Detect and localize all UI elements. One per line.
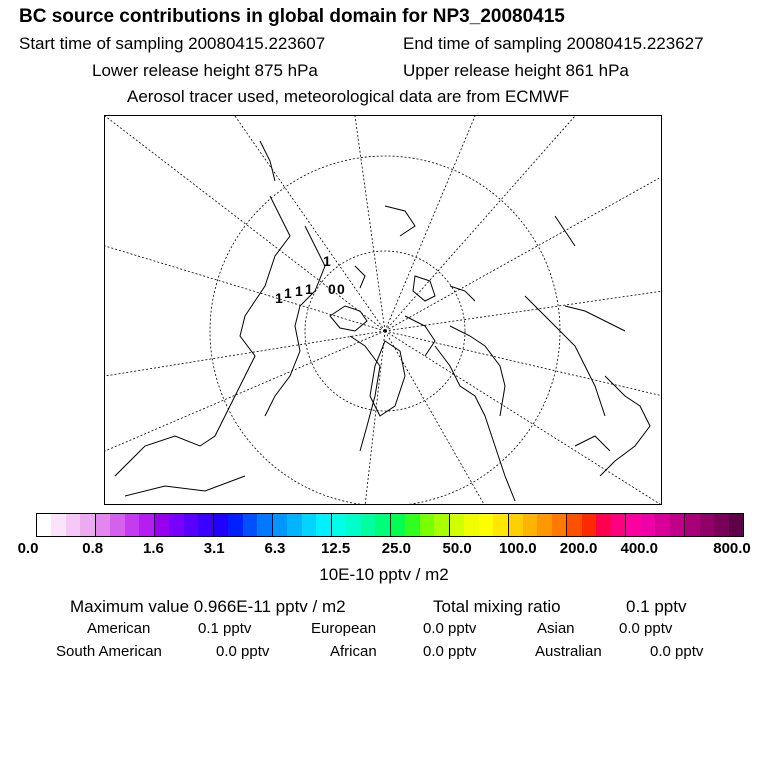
colorbar-tick-label: 1.6 [143,540,164,557]
colorbar-cell [625,514,640,536]
colorbar-cell [479,514,493,536]
meridian-line [365,331,385,505]
colorbar-cell [51,514,65,536]
coastline [330,306,367,331]
upper-release-text: Upper release height 861 hPa [403,61,629,80]
colorbar-cell [375,514,389,536]
colorbar-cell [655,514,669,536]
colorbar-tick-label: 12.5 [321,540,351,557]
region-value: 0.0 pptv [619,620,673,637]
colorbar-cell [700,514,714,536]
contour-label: 0 [337,281,345,297]
colorbar-cell [611,514,625,536]
colorbar-cell [670,514,684,536]
map-canvas [105,116,662,505]
colorbar-cell [139,514,153,536]
colorbar-tick-label: 0.0 [17,540,39,557]
maximum-value-text: Maximum value 0.966E-11 pptv / m2 [70,597,346,616]
colorbar-cell [582,514,596,536]
region-value: 0.0 pptv [216,643,270,660]
colorbar-tick-label: 25.0 [381,540,411,557]
coastline [355,266,365,288]
contour-label: 1 [284,285,292,301]
colorbar-cell [729,514,743,536]
region-value: 0.0 pptv [650,643,704,660]
contour-label: 1 [323,253,331,269]
colorbar-cell [346,514,360,536]
coastline [525,296,605,416]
region-name: Asian [537,620,575,637]
colorbar [36,513,744,537]
colorbar-cell [66,514,80,536]
meridian-line [355,116,385,331]
colorbar-cell [95,514,110,536]
tracer-text: Aerosol tracer used, meteorological data are from ECMWF [127,87,570,106]
colorbar-cell [154,514,169,536]
colorbar-cell [287,514,301,536]
meridian-line [385,291,662,331]
colorbar-tick-label: 100.0 [499,540,537,557]
meridian-line [385,331,485,505]
coastline [450,286,475,301]
meridian-line [385,176,662,331]
region-value: 0.1 pptv [198,620,252,637]
colorbar-cell [493,514,507,536]
colorbar-tick-label: 0.8 [82,540,104,557]
colorbar-units: 10E-10 pptv / m2 [319,565,449,584]
coastline [405,316,435,356]
coastline [350,336,380,451]
region-name: American [87,620,151,637]
coastline [260,141,275,181]
region-name: South American [56,643,162,660]
coastline [435,346,515,501]
colorbar-cell [331,514,346,536]
colorbar-cell [125,514,139,536]
region-name: Australian [535,643,602,660]
meridian-line [105,116,385,331]
colorbar-cell [641,514,655,536]
colorbar-cell [434,514,448,536]
region-value: 0.0 pptv [423,643,477,660]
colorbar-cell [684,514,699,536]
colorbar-tick-label: 3.1 [203,540,225,557]
colorbar-cell [37,514,51,536]
colorbar-tick-label: 800.0 [713,540,751,557]
colorbar-cell [508,514,523,536]
colorbar-cell [257,514,271,536]
contour-label: 0 [328,281,336,297]
coastline [385,206,415,236]
start-time-text: Start time of sampling 20080415.223607 [19,34,326,53]
coastline [575,436,610,451]
coastline [125,476,245,496]
colorbar-cell [420,514,434,536]
meridian-line [235,116,385,331]
coastline [370,341,405,416]
colorbar-cell [272,514,287,536]
end-time-text: End time of sampling 20080415.223627 [403,34,704,53]
contour-label: 1 [275,290,283,306]
colorbar-cell [302,514,316,536]
colorbar-cell [566,514,581,536]
total-mixing-label: Total mixing ratio [433,597,561,616]
colorbar-cell [243,514,257,536]
page-title: BC source contributions in global domain for NP3_20080415 [19,6,565,27]
colorbar-cell [169,514,183,536]
meridian-line [105,331,385,376]
meridian-line [105,331,385,451]
coastline [565,306,625,331]
coastline [413,276,435,301]
total-mixing-value: 0.1 pptv [626,597,687,616]
colorbar-cell [80,514,94,536]
colorbar-cell [714,514,728,536]
region-value: 0.0 pptv [423,620,477,637]
contour-labels [275,253,345,306]
colorbar-tick-label: 400.0 [620,540,659,557]
colorbar-cell [316,514,330,536]
colorbar-tick-label: 6.3 [264,540,286,557]
coastlines [115,141,650,501]
graticule [105,116,662,505]
colorbar-cell [552,514,566,536]
colorbar-cell [228,514,242,536]
coastline [450,326,505,416]
colorbar-cell [405,514,419,536]
lower-release-text: Lower release height 875 hPa [92,61,318,80]
region-name: European [311,620,377,637]
colorbar-cell [523,514,537,536]
colorbar-cell [184,514,198,536]
colorbar-cell [213,514,228,536]
colorbar-cell [110,514,124,536]
colorbar-cell [537,514,551,536]
colorbar-cell [449,514,464,536]
contour-label: 1 [295,283,303,299]
coastline [265,226,325,416]
colorbar-cell [596,514,610,536]
colorbar-cell [198,514,212,536]
colorbar-cell [361,514,375,536]
colorbar-tick-label: 200.0 [559,540,598,557]
colorbar-cell [390,514,405,536]
colorbar-cell [464,514,478,536]
meridian-line [385,331,662,396]
contour-label: 1 [305,281,313,297]
meridian-line [385,331,662,505]
coastline [555,216,575,246]
polar-map [104,115,662,505]
region-name: African [330,643,377,660]
colorbar-tick-label: 50.0 [442,540,472,557]
